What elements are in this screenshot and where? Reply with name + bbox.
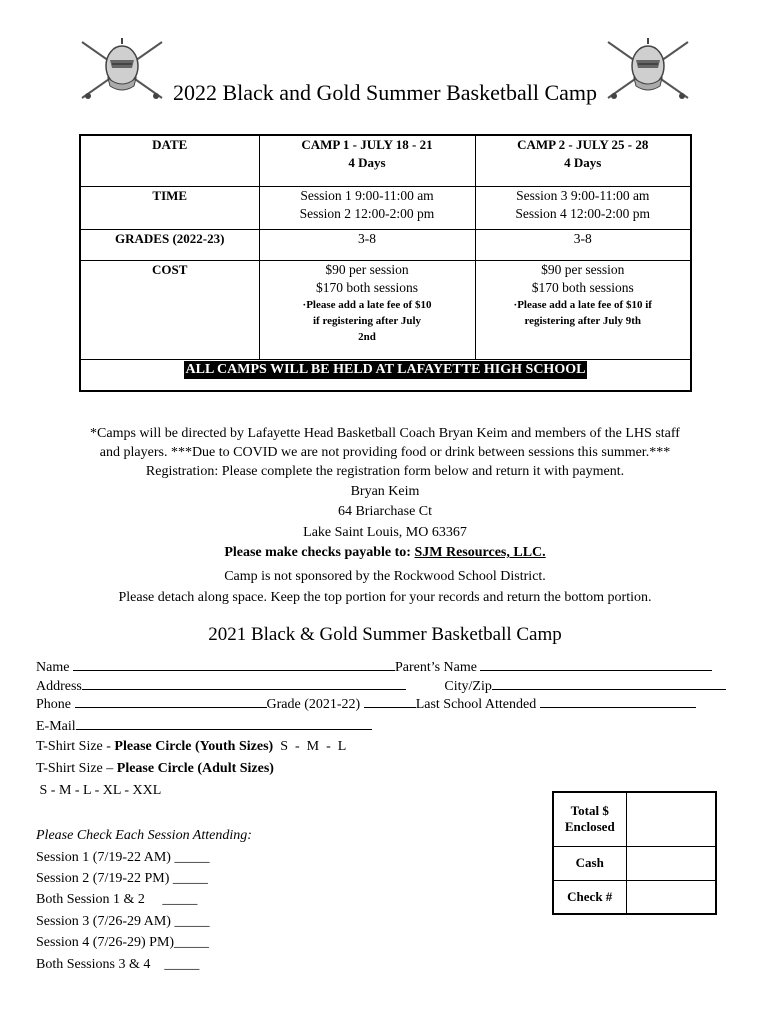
- check-label: Check #: [553, 880, 626, 914]
- table-row: [80, 360, 691, 392]
- schedule-table: [79, 134, 692, 392]
- camp2-both-price: $170 both sessions: [531, 280, 634, 295]
- session1-time: Session 1 9:00-11:00 am: [300, 188, 434, 203]
- camp1-times: [259, 187, 475, 230]
- camp2-session-price: $90 per session: [541, 262, 625, 277]
- cash-label: Cash: [553, 846, 626, 880]
- registration-note: Registration: Please complete the registration form below and return it with payment.: [145, 464, 625, 479]
- total-label-line2: Enclosed: [564, 819, 615, 835]
- cost-label: COST: [80, 261, 259, 360]
- camp2-late-fee: ·Please add a late fee of $10 if: [513, 299, 652, 311]
- grades-label: GRADES (2022-23): [80, 230, 259, 261]
- camp1-cost: [259, 261, 475, 360]
- table-row: [80, 135, 691, 187]
- camp1-header: [259, 135, 475, 187]
- camp2-days: 4 Days: [564, 155, 602, 170]
- session3-time: Session 3 9:00-11:00 am: [516, 188, 650, 203]
- phone-label: Phone: [36, 697, 75, 712]
- session2-time: Session 2 12:00-2:00 pm: [299, 206, 435, 221]
- session4-checkline[interactable]: Session 4 (7/26-29) PM)_____: [36, 935, 210, 950]
- checks-payable: [0, 543, 770, 563]
- address-field[interactable]: [82, 676, 406, 690]
- youth-shirt-label: T-Shirt Size -: [36, 739, 115, 754]
- mail-city: Lake Saint Louis, MO 63367: [303, 525, 467, 540]
- form-title: 2021 Black & Gold Summer Basketball Camp: [208, 624, 562, 645]
- camp2-dates: CAMP 2 - JULY 25 - 28: [517, 137, 649, 152]
- name-field[interactable]: [73, 657, 395, 671]
- form-row-name: [36, 657, 712, 677]
- camp2-times: [475, 187, 691, 230]
- session1-checkline[interactable]: Session 1 (7/19-22 AM) _____: [36, 850, 210, 865]
- city-zip-field[interactable]: [492, 676, 726, 690]
- covid-note: and players. ***Due to COVID we are not providing food or drink between sessions this summer.***: [99, 445, 671, 460]
- payee-name: SJM Resources, LLC.: [414, 545, 546, 560]
- camp2-grades: 3-8: [475, 230, 691, 261]
- camp1-late-fee: 2nd: [358, 331, 376, 343]
- parent-name-field[interactable]: [480, 657, 712, 671]
- parent-name-label: Parent’s Name: [394, 660, 481, 675]
- camp1-session-price: $90 per session: [325, 262, 409, 277]
- email-label: E-Mail: [36, 719, 76, 734]
- camp1-late-fee: if registering after July: [312, 315, 422, 327]
- total-field[interactable]: [626, 792, 716, 846]
- camp1-both-price: $170 both sessions: [315, 280, 418, 295]
- session2-checkline[interactable]: Session 2 (7/19-22 PM) _____: [36, 871, 208, 886]
- camp1-dates: CAMP 1 - JULY 18 - 21: [301, 137, 433, 152]
- cash-field[interactable]: [626, 846, 716, 880]
- city-zip-label: City/Zip: [444, 679, 492, 694]
- form-row-youth-shirt: [36, 738, 346, 756]
- table-row: [80, 187, 691, 230]
- camp1-late-fee: ·Please add a late fee of $10: [302, 299, 432, 311]
- form-row-phone: [36, 694, 696, 714]
- check-sessions-heading: Please Check Each Session Attending:: [36, 828, 252, 843]
- mail-name: Bryan Keim: [350, 484, 420, 499]
- table-row: [553, 792, 716, 846]
- form-row-email: [36, 716, 372, 736]
- adult-shirt-sizes[interactable]: S - M - L - XL - XXL: [36, 783, 162, 798]
- grade-field[interactable]: [364, 694, 416, 708]
- camp2-header: [475, 135, 691, 187]
- total-label: [553, 792, 626, 846]
- email-field[interactable]: [76, 716, 372, 730]
- coach-note: *Camps will be directed by Lafayette Head Basketball Coach Bryan Keim and members of the LHS staff: [90, 426, 680, 441]
- camp1-grades: 3-8: [259, 230, 475, 261]
- date-label: DATE: [80, 135, 259, 187]
- checks-label: Please make checks payable to:: [224, 545, 415, 560]
- check-number-field[interactable]: [626, 880, 716, 914]
- grade-label: Grade (2021-22): [266, 697, 364, 712]
- location-banner: ALL CAMPS WILL BE HELD AT LAFAYETTE HIGH SCHOOL: [185, 362, 586, 377]
- adult-shirt-label: T-Shirt Size –: [36, 761, 117, 776]
- form-row-address: [36, 676, 726, 696]
- address-label: Address: [36, 679, 82, 694]
- adult-shirt-instruction: Please Circle (Adult Sizes): [116, 761, 274, 776]
- camp2-late-fee: registering after July 9th: [524, 315, 642, 327]
- sponsor-note: Camp is not sponsored by the Rockwood School District.: [224, 569, 546, 584]
- camp2-cost: [475, 261, 691, 360]
- session4-time: Session 4 12:00-2:00 pm: [515, 206, 651, 221]
- last-school-field[interactable]: [540, 694, 696, 708]
- location-cell: [80, 360, 691, 392]
- last-school-label: Last School Attended: [415, 697, 540, 712]
- name-label: Name: [36, 660, 73, 675]
- mail-street: 64 Briarchase Ct: [337, 504, 433, 519]
- both-1-2-checkline[interactable]: Both Session 1 & 2 _____: [36, 892, 198, 907]
- table-row: [553, 880, 716, 914]
- table-row: [80, 261, 691, 360]
- form-row-adult-shirt: [36, 760, 274, 778]
- time-label: TIME: [80, 187, 259, 230]
- page-title: 2022 Black and Gold Summer Basketball Camp: [172, 80, 598, 105]
- youth-shirt-instruction: Please Circle (Youth Sizes): [114, 739, 274, 754]
- table-row: [553, 846, 716, 880]
- payment-box: [552, 791, 717, 915]
- camp1-days: 4 Days: [348, 155, 386, 170]
- total-label-line1: Total $: [570, 803, 609, 819]
- session3-checkline[interactable]: Session 3 (7/26-29 AM) _____: [36, 914, 210, 929]
- detach-note: Please detach along space. Keep the top portion for your records and return the bottom portion.: [118, 590, 652, 605]
- both-3-4-checkline[interactable]: Both Sessions 3 & 4 _____: [36, 957, 200, 972]
- youth-shirt-sizes[interactable]: S - M - L: [273, 739, 347, 754]
- phone-field[interactable]: [75, 694, 267, 708]
- table-row: [80, 230, 691, 261]
